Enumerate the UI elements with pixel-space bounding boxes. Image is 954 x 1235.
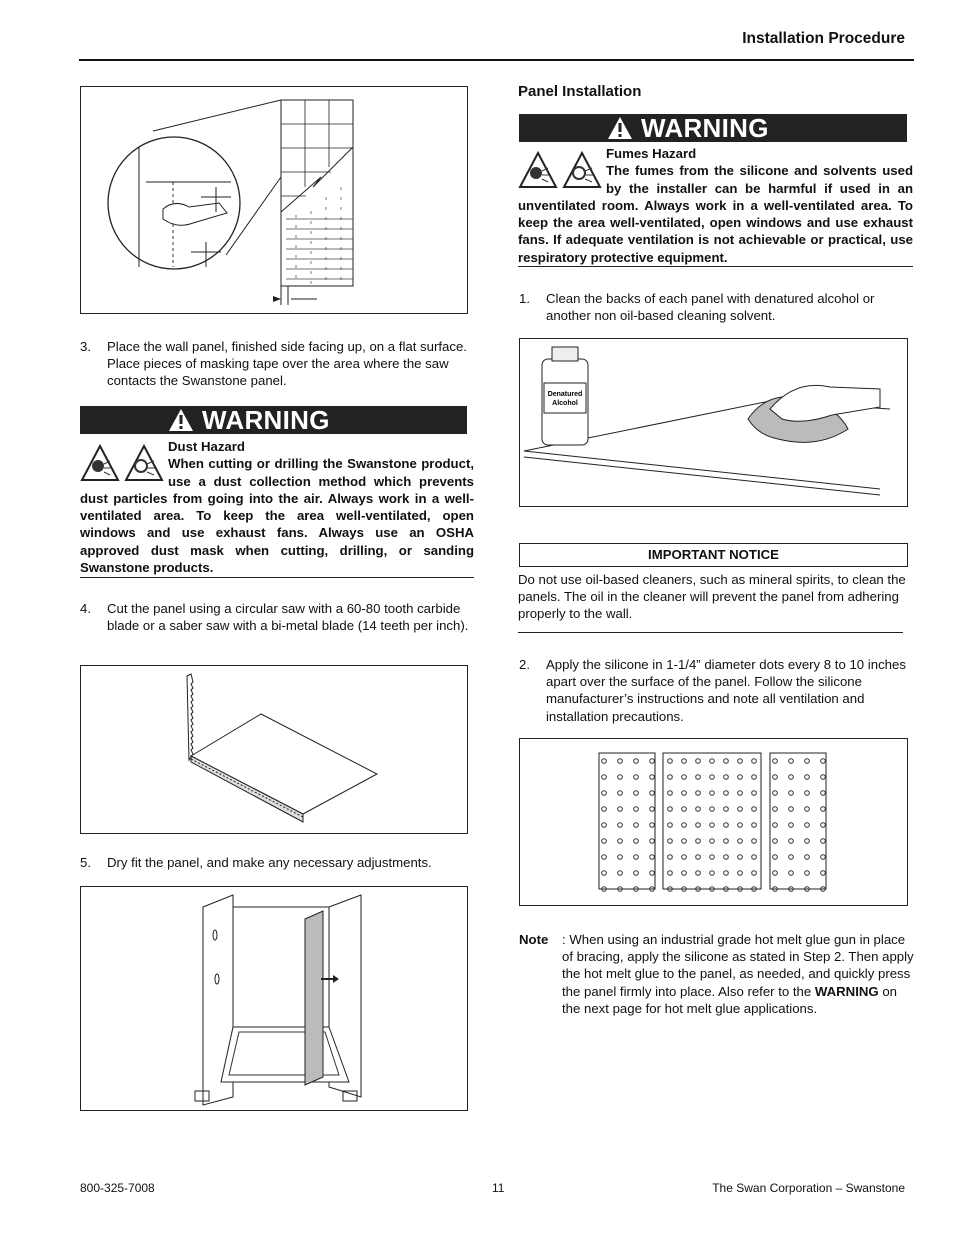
figure-cleaning-panel	[519, 338, 908, 507]
step-5-number: 5.	[80, 855, 91, 870]
respirator-icon	[124, 444, 164, 484]
figure-silicone-dots	[519, 738, 908, 906]
figure-dry-fit	[80, 886, 468, 1111]
fumes-hazard-icons	[518, 145, 606, 195]
note-text-end: on the next page for hot melt glue applications.	[562, 983, 897, 1016]
masking-tape-illustration	[81, 87, 467, 313]
step-2-text: Apply the silicone in 1-1/4” diameter dots every 8 to 10 inches apart over the surface of the panel. Follow the silicone manufacturer’s instructions and note all ventilation and installation precautions.	[546, 657, 906, 724]
figure-saw-panel	[80, 665, 468, 834]
step-3-number: 3.	[80, 339, 91, 354]
fumes-hazard-body: The fumes from the silicone and solvents used by the installer can be harmful if used in an unventilated room. Always work in a well-ventilated area. To keep the area well-ventilated, open windows and use exhaust fans. If adequate ventilation is not achievable or practical, use respiratory protective equipment.	[518, 163, 913, 265]
step-3-text: Place the wall panel, finished side facing up, on a flat surface. Place pieces of masking tape over the area where the saw contacts the Swanstone panel.	[107, 339, 467, 389]
fumes-warning-label: WARNING	[641, 112, 769, 143]
dry-fit-illustration	[81, 887, 467, 1110]
dust-hazard-text	[80, 438, 474, 576]
respirator-icon	[562, 151, 602, 191]
header-rule	[79, 59, 914, 61]
dust-warning-rule	[80, 577, 474, 578]
note-text-start: : When using an industrial grade hot melt glue gun in place of bracing, apply the silicone as stated in Step 2. Then apply the hot melt glue to the panel, as needed, and quickly press the panel firmly into place. Also refer to the	[562, 932, 914, 999]
step-2	[519, 656, 914, 725]
step-4-text: Cut the panel using a circular saw with a 60-80 tooth carbide blade or a saber saw with a bi-metal blade (14 teeth per inch).	[107, 601, 469, 634]
can-label-line-1: Denatured	[547, 391, 583, 398]
dust-hazard-title: Dust Hazard	[168, 439, 245, 454]
note-warning-emphasis: WARNING	[814, 983, 879, 999]
dust-hazard-body: When cutting or drilling the Swanstone product, use a dust collection method which prevents dust particles from going into the air. Always work in a well-ventilated area. To keep the area well-ventilated, open windows and use exhaust fans. Always use an OSHA approved dust mask when cutting, drilling, or sanding Swanstone products.	[80, 456, 474, 576]
page-header-title: Installation Procedure	[742, 30, 905, 47]
notice-rule	[518, 632, 903, 633]
dust-mask-icon	[80, 444, 120, 484]
step-1-text: Clean the backs of each panel with denatured alcohol or another non oil-based cleaning solvent.	[546, 291, 875, 324]
step-5	[80, 854, 475, 871]
important-notice-text: Do not use oil-based cleaners, such as mineral spirits, to clean the panels. The oil in the cleaner will prevent the panel from adhering properly to the wall.	[518, 572, 906, 622]
figure-masking-tape	[80, 86, 468, 314]
note-label: Note	[519, 932, 549, 947]
step-1-number: 1.	[519, 291, 530, 306]
saw-panel-illustration	[81, 666, 467, 833]
step-4-number: 4.	[80, 601, 91, 616]
dust-warning-bar	[80, 406, 467, 434]
fumes-icon	[518, 151, 558, 191]
fumes-hazard-title: Fumes Hazard	[606, 146, 697, 161]
fumes-hazard-text	[518, 145, 913, 266]
fumes-warning-bar	[519, 114, 907, 142]
step-3	[80, 338, 475, 390]
step-1	[519, 290, 914, 324]
warning-triangle-icon	[168, 408, 194, 432]
footer-phone: 800-325-7008	[80, 1181, 155, 1195]
can-label-line-2: Alcohol	[552, 400, 578, 407]
panel-installation-title: Panel Installation	[518, 83, 642, 100]
important-notice-title: IMPORTANT NOTICE	[519, 543, 908, 567]
step-4	[80, 600, 475, 634]
footer-page-number: 11	[492, 1181, 505, 1195]
cleaning-panel-illustration	[520, 339, 907, 506]
silicone-dots-illustration	[520, 739, 907, 905]
dust-warning-label: WARNING	[202, 404, 330, 435]
footer-company: The Swan Corporation – Swanstone	[712, 1181, 905, 1195]
step-2-number: 2.	[519, 657, 530, 672]
dust-hazard-icons	[80, 438, 168, 488]
note-block	[519, 931, 914, 1017]
fumes-warning-rule	[518, 266, 913, 267]
step-5-text: Dry fit the panel, and make any necessary adjustments.	[107, 855, 432, 870]
warning-triangle-icon	[607, 116, 633, 140]
